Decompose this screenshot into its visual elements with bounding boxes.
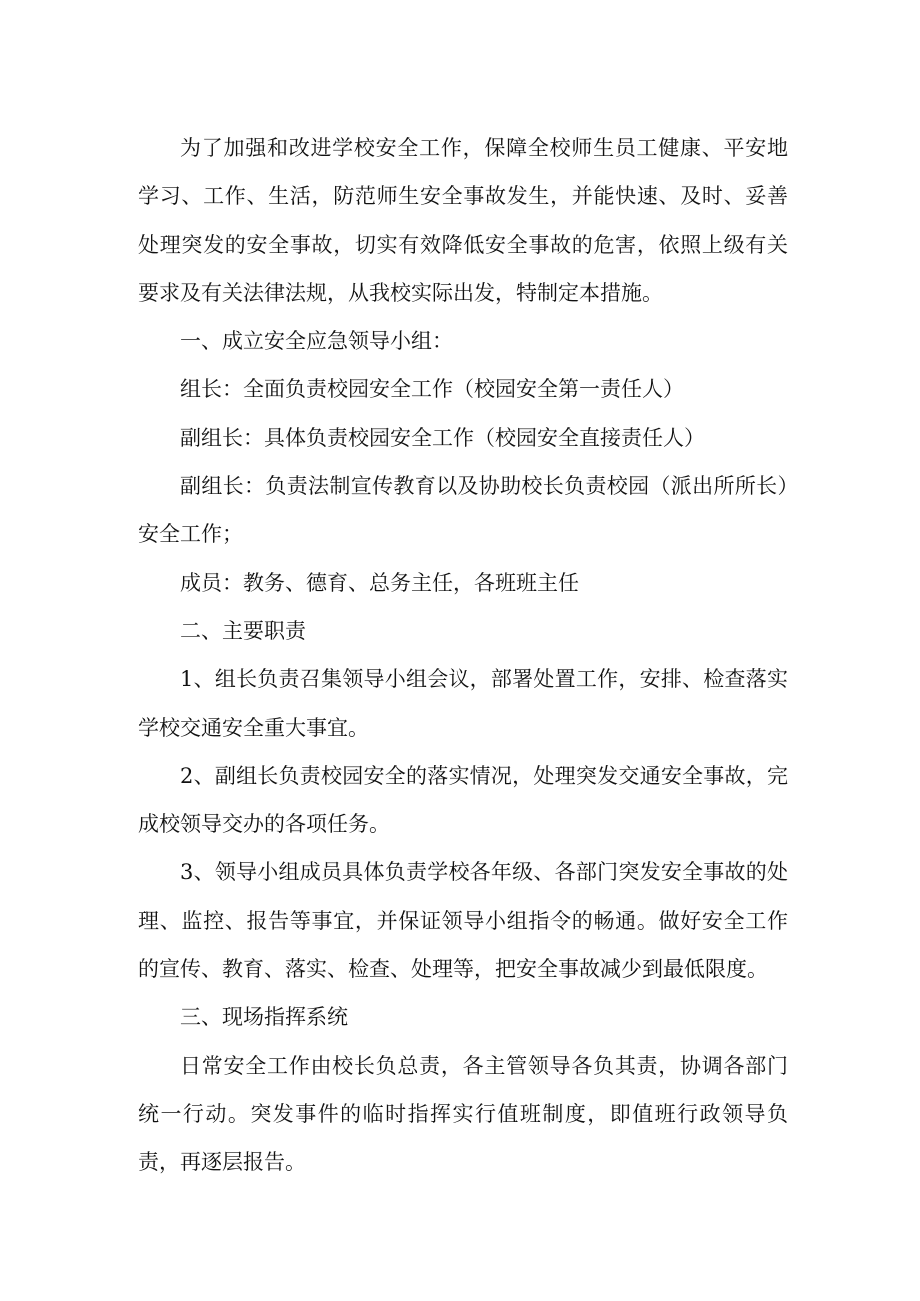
duty-item-2: 2、副组长负责校园安全的落实情况，处理突发交通安全事故，完成校领导交办的各项任务。 (138, 763, 788, 837)
members-line: 成员：教务、德育、总务主任，各班班主任 (180, 570, 579, 595)
duty-item-1: 1、组长负责召集领导小组会议，部署处置工作，安排、检查落实学校交通安全重大事宜。 (138, 667, 788, 740)
duty-item-3: 3、领导小组成员具体负责学校各年级、各部门突发安全事故的处理、监控、报告等事宜，并保证领导小组指令的畅通。做好安全工作的宣传、教育、落实、检查、处理等，把安全事故减少到最低限度。 (138, 860, 788, 982)
document-page (138, 124, 788, 1187)
deputy-leader-line-1: 副组长：具体负责校园安全工作（校园安全直接责任人） (180, 425, 705, 450)
section-heading-1: 一、成立安全应急领导小组： (180, 329, 453, 354)
section-heading-3: 三、现场指挥系统 (180, 1005, 348, 1030)
deputy-leader-line-2: 副组长：负责法制宣传教育以及协助校长负责校园（派出所所长）安全工作； (138, 474, 788, 547)
command-system-paragraph: 日常安全工作由校长负总责，各主管领导各负其责，协调各部门统一行动。突发事件的临时指挥实行值班制度，即值班行政领导负责，再逐层报告。 (138, 1053, 788, 1175)
section-heading-2: 二、主要职责 (180, 618, 306, 643)
team-leader-line: 组长：全面负责校园安全工作（校园安全第一责任人） (180, 377, 684, 402)
intro-paragraph: 为了加强和改进学校安全工作，保障全校师生员工健康、平安地学习、工作、生活，防范师生安全事故发生，并能快速、及时、妥善处理突发的安全事故，切实有效降低安全事故的危害，依照上级有关要求及有关法律法规，从我校实际出发，特制定本措施。 (138, 136, 788, 305)
